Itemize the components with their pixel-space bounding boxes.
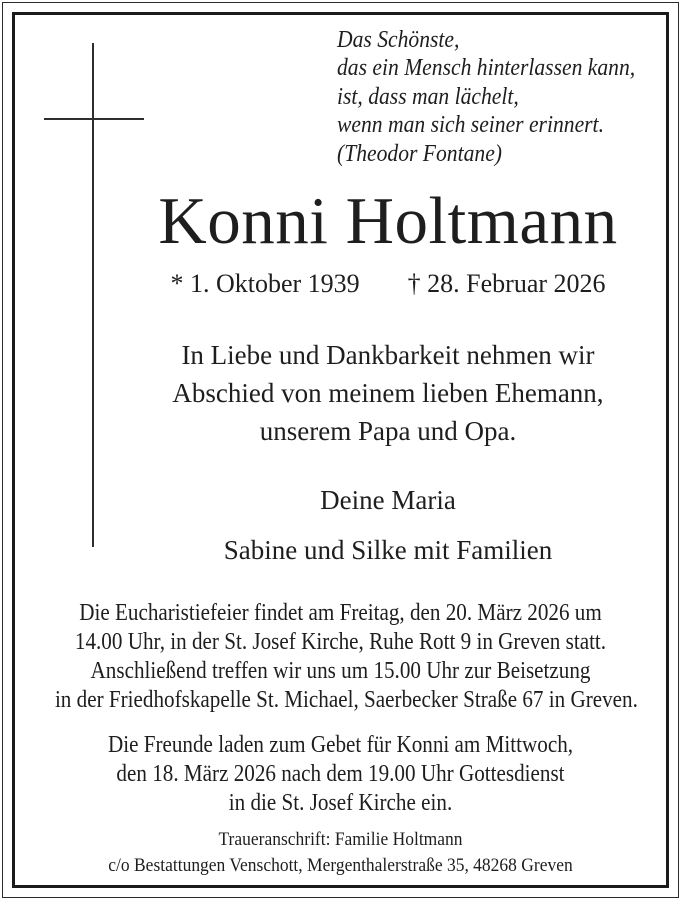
prayer-line: in die St. Josef Kirche ein. bbox=[228, 790, 453, 816]
service-line: in der Friedhofskapelle St. Michael, Saerbecker Straße 67 in Greven. bbox=[54, 687, 638, 713]
service-line: 14.00 Uhr, in der St. Josef Kirche, Ruhe Rott 9 in Greven statt. bbox=[74, 629, 607, 655]
life-dates bbox=[111, 268, 665, 300]
quote-line: ist, dass man lächelt, bbox=[337, 83, 519, 110]
birth-date: * 1. Oktober 1939 bbox=[170, 269, 360, 298]
mourners-family: Sabine und Silke mit Familien bbox=[223, 535, 553, 565]
service-info bbox=[16, 599, 665, 715]
quote-line: das ein Mensch hinterlassen kann, bbox=[337, 55, 636, 82]
memorial-quote bbox=[337, 26, 668, 168]
condolence-address bbox=[16, 827, 665, 879]
service-line: Anschließend treffen wir uns um 15.00 Uhr zur Beisetzung bbox=[90, 658, 591, 684]
mourner-spouse: Deine Maria bbox=[320, 485, 456, 515]
farewell-line: In Liebe und Dankbarkeit nehmen wir bbox=[181, 340, 595, 370]
deceased-name: Konni Holtmann bbox=[158, 184, 618, 258]
farewell-line: unserem Papa und Opa. bbox=[259, 416, 517, 446]
farewell-text bbox=[111, 336, 665, 450]
farewell-line: Abschied von meinem lieben Ehemann, bbox=[172, 378, 604, 408]
prayer-line: Die Freunde laden zum Gebet für Konni am Mittwoch, bbox=[107, 732, 574, 758]
address-line: Traueranschrift: Familie Holtmann bbox=[218, 829, 463, 850]
quote-line: wenn man sich seiner erinnert. bbox=[337, 112, 604, 139]
quote-attribution: (Theodor Fontane) bbox=[337, 140, 502, 167]
quote-line: Das Schönste, bbox=[337, 27, 460, 53]
death-date: † 28. Februar 2026 bbox=[407, 269, 606, 298]
cross-horizontal-bar bbox=[44, 118, 144, 120]
prayer-line: den 18. März 2026 nach dem 19.00 Uhr Gottesdienst bbox=[116, 761, 565, 787]
prayer-invitation bbox=[16, 731, 665, 818]
address-line: c/o Bestattungen Venschott, Mergenthalerstraße 35, 48268 Greven bbox=[108, 855, 573, 876]
service-line: Die Eucharistiefeier findet am Freitag, den 20. März 2026 um bbox=[79, 600, 602, 626]
